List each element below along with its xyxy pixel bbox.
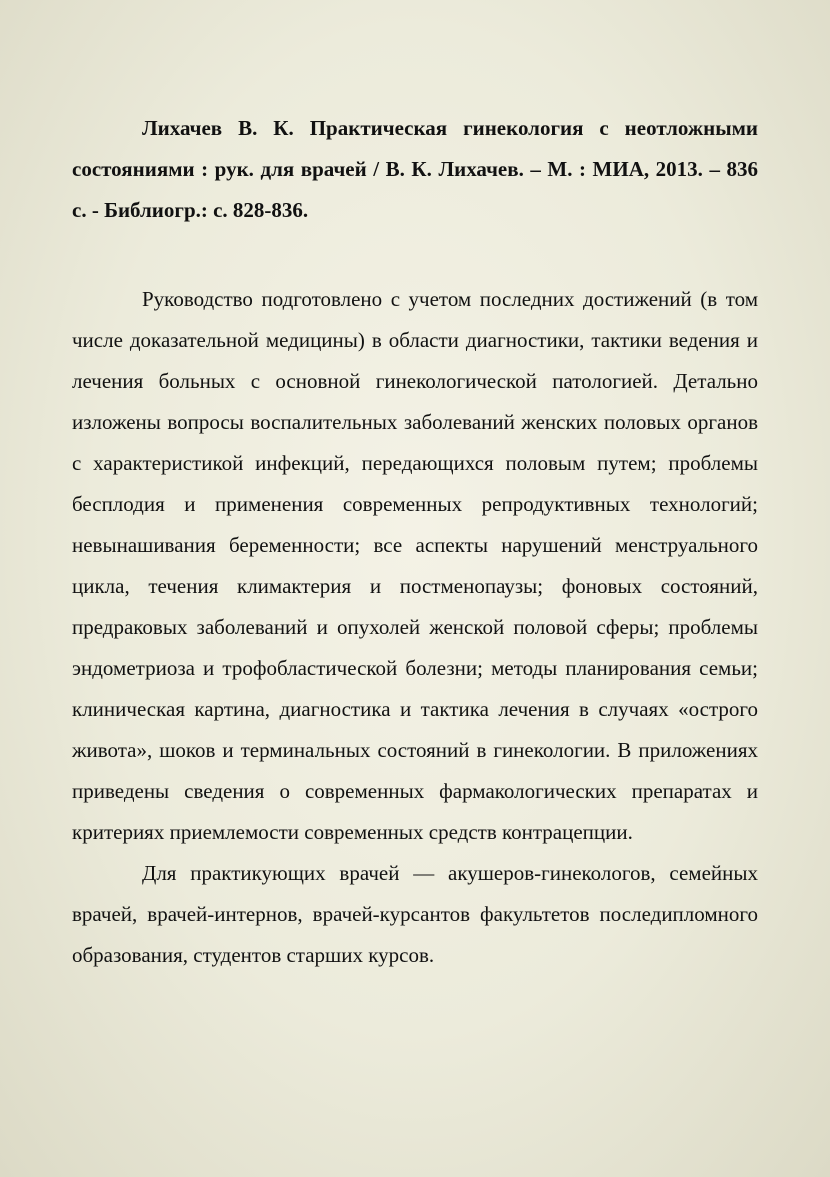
audience-paragraph: Для практикующих врачей — акушеров-гинекологов, семейных врачей, врачей-интернов, врачей-курсантов факультетов последипломного образования, студентов старших курсов. xyxy=(72,861,758,967)
bibliographic-citation: Лихачев В. К. Практическая гинекология с неотложными состояниями : рук. для врачей / В. К. Лихачев. – М. : МИА, 2013. – 836 с. - Библиогр.: с. 828-836. xyxy=(72,116,758,222)
abstract-paragraph: Руководство подготовлено с учетом последних достижений (в том числе доказательной медицины) в области диагностики, тактики ведения и лечения больных с основной гинекологической патологией. Детально изложены вопросы воспалительных заболеваний женских половых органов с характеристикой инфекций, передающихся половым путем; проблемы бесплодия и применения современных репродуктивных технологий; невынашивания беременности; все аспекты нарушений менструального цикла, течения климактерия и постменопаузы; фоновых состояний, предраковых заболеваний и опухолей женской половой сферы; проблемы эндометриоза и трофобластической болезни; методы планирования семьи; клиническая картина, диагностика и тактика лечения в случаях «острого живота», шоков и терминальных состояний в гинекологии. В приложениях приведены сведения о современных фармакологических препаратах и критериях приемлемости современных средств контрацепции. xyxy=(72,287,758,844)
